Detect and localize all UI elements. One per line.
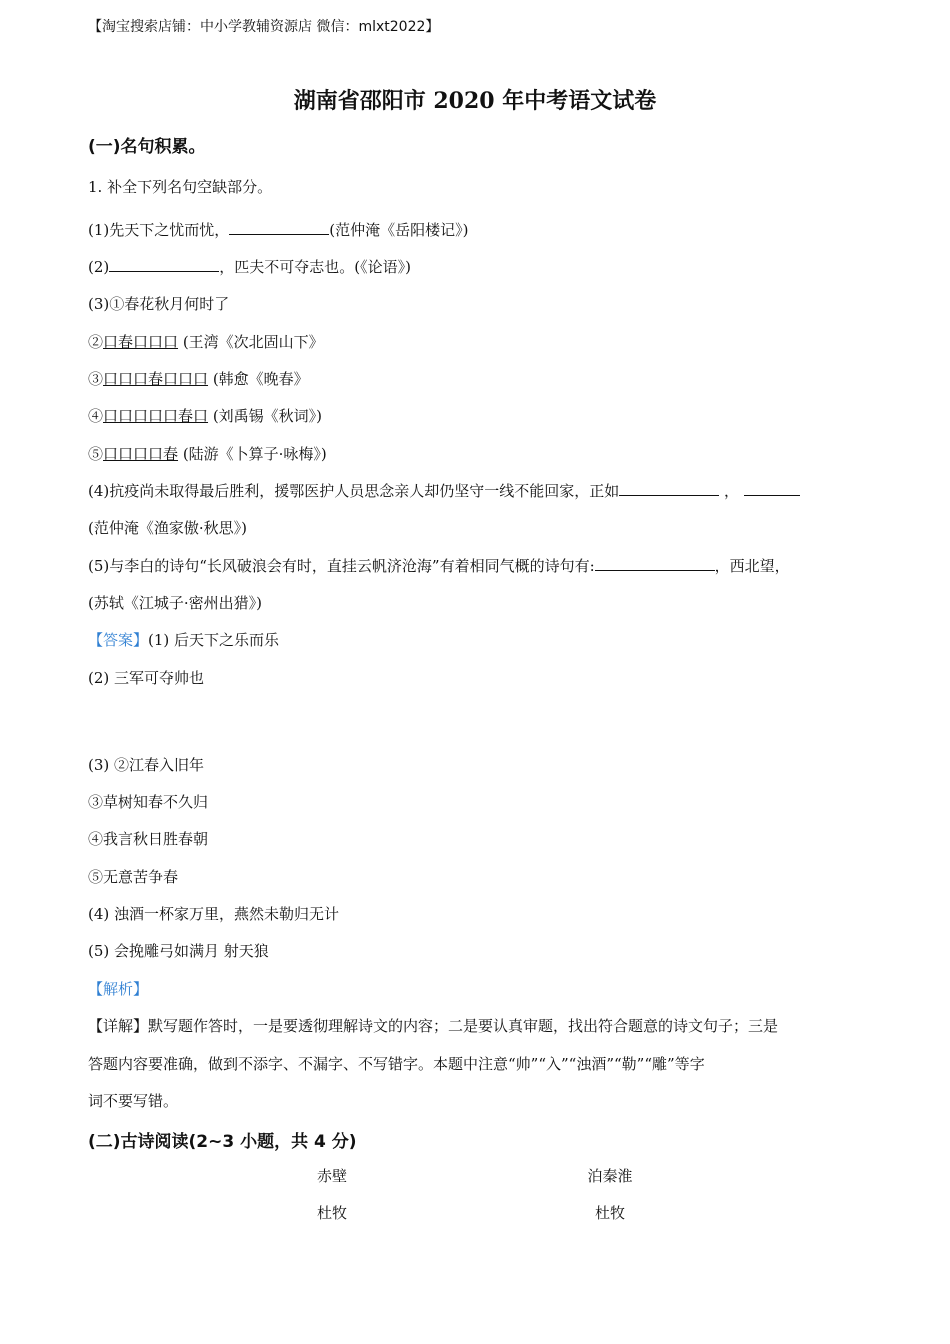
answer-3: (3) ②江春入旧年 [88, 756, 205, 774]
answer-tag: 【答案】 [88, 631, 149, 649]
poem-2-author: 杜牧 [594, 1204, 625, 1222]
item-num: ② [88, 333, 104, 351]
item-3-4 [88, 405, 322, 426]
analysis-detail-2: 答题内容要准确，做到不添字、不漏字、不写错字。本题中注意“帅”“入”“浊酒”“勒”“雕”等字 [88, 1055, 705, 1073]
item-2 [88, 256, 411, 277]
placeholder-boxes: 口口口口春 [103, 445, 179, 463]
placeholder-boxes: 口春口口口 [103, 333, 179, 351]
item-3-5 [88, 443, 327, 464]
item-1 [88, 219, 468, 240]
analysis-detail-1: 【详解】默写题作答时，一是要透彻理解诗文的内容；二是要认真审题，找出符合题意的诗文句子；三是 [88, 1017, 779, 1035]
item-3-3 [88, 368, 309, 389]
item-num: ⑤ [88, 445, 104, 463]
item-4-source: (范仲淹《渔家傲·秋思》) [88, 519, 247, 537]
answer-blank[interactable] [744, 481, 800, 496]
item-5-tail: ，西北望， [714, 557, 790, 575]
item-1-source: (范仲淹《岳阳楼记》) [329, 221, 469, 239]
answer-3-3: ③草树知春不久归 [88, 793, 209, 811]
section-heading-2: (二)古诗阅读(2~3 小题，共 4 分) [88, 1132, 357, 1152]
poem-1-title: 赤壁 [316, 1167, 347, 1185]
item-5 [88, 555, 790, 576]
item-3: (3)①春花秋月何时了 [88, 295, 230, 313]
placeholder-boxes: 口口口口口春口 [103, 407, 209, 425]
poem-1-author: 杜牧 [316, 1204, 347, 1222]
item-4-comma: ， [724, 482, 740, 500]
item-source: (王湾《次北固山下》 [182, 333, 324, 351]
poem-2-title: 泊秦淮 [587, 1167, 633, 1185]
answer-2: (2) 三军可夺帅也 [88, 669, 205, 687]
item-num: ③ [88, 370, 104, 388]
answer-4: (4) 浊酒一杯家万里，燕然未勒归无计 [88, 905, 340, 923]
answer-blank[interactable] [619, 481, 719, 496]
answer-3-4: ④我言秋日胜春朝 [88, 830, 209, 848]
answer-blank[interactable] [109, 257, 219, 272]
question-1: 1. 补全下列名句空缺部分。 [88, 178, 273, 196]
item-source: (韩愈《晚春》 [212, 370, 309, 388]
answer-blank[interactable] [229, 220, 329, 235]
item-3-2 [88, 331, 324, 352]
item-source: (陆游《卜算子·咏梅》) [182, 445, 327, 463]
answer-5: (5) 会挽雕弓如满月 射天狼 [88, 942, 269, 960]
item-2-text: ，匹夫不可夺志也。(《论语》) [219, 258, 411, 276]
answer-1 [88, 629, 279, 650]
item-2-num: (2) [88, 258, 110, 276]
item-5-text: (5)与李白的诗句“长风破浪会有时，直挂云帆济沧海”有着相同气概的诗句有: [88, 557, 595, 575]
analysis-tag: 【解析】 [88, 980, 149, 998]
answer-3-5: ⑤无意苦争春 [88, 868, 179, 886]
item-4-text: (4)抗疫尚未取得最后胜利，援鄂医护人员思念亲人却仍坚守一线不能回家，正如 [88, 482, 620, 500]
section-heading-1: (一)名句积累。 [88, 137, 206, 157]
item-1-text: (1)先天下之忧而忧， [88, 221, 230, 239]
answer-text: (1) 后天下之乐而乐 [148, 631, 280, 649]
analysis-detail-3: 词不要写错。 [88, 1092, 179, 1110]
page-header: 【淘宝搜索店铺：中小学教辅资源店 微信：mlxt2022】 [88, 19, 440, 35]
item-4 [88, 480, 800, 501]
page-title: 湖南省邵阳市 2020 年中考语文试卷 [293, 88, 657, 114]
answer-blank[interactable] [595, 556, 715, 571]
item-5-source: (苏轼《江城子·密州出猎》) [88, 594, 262, 612]
placeholder-boxes: 口口口春口口口 [103, 370, 209, 388]
item-num: ④ [88, 407, 104, 425]
item-source: (刘禹锡《秋词》) [212, 407, 323, 425]
